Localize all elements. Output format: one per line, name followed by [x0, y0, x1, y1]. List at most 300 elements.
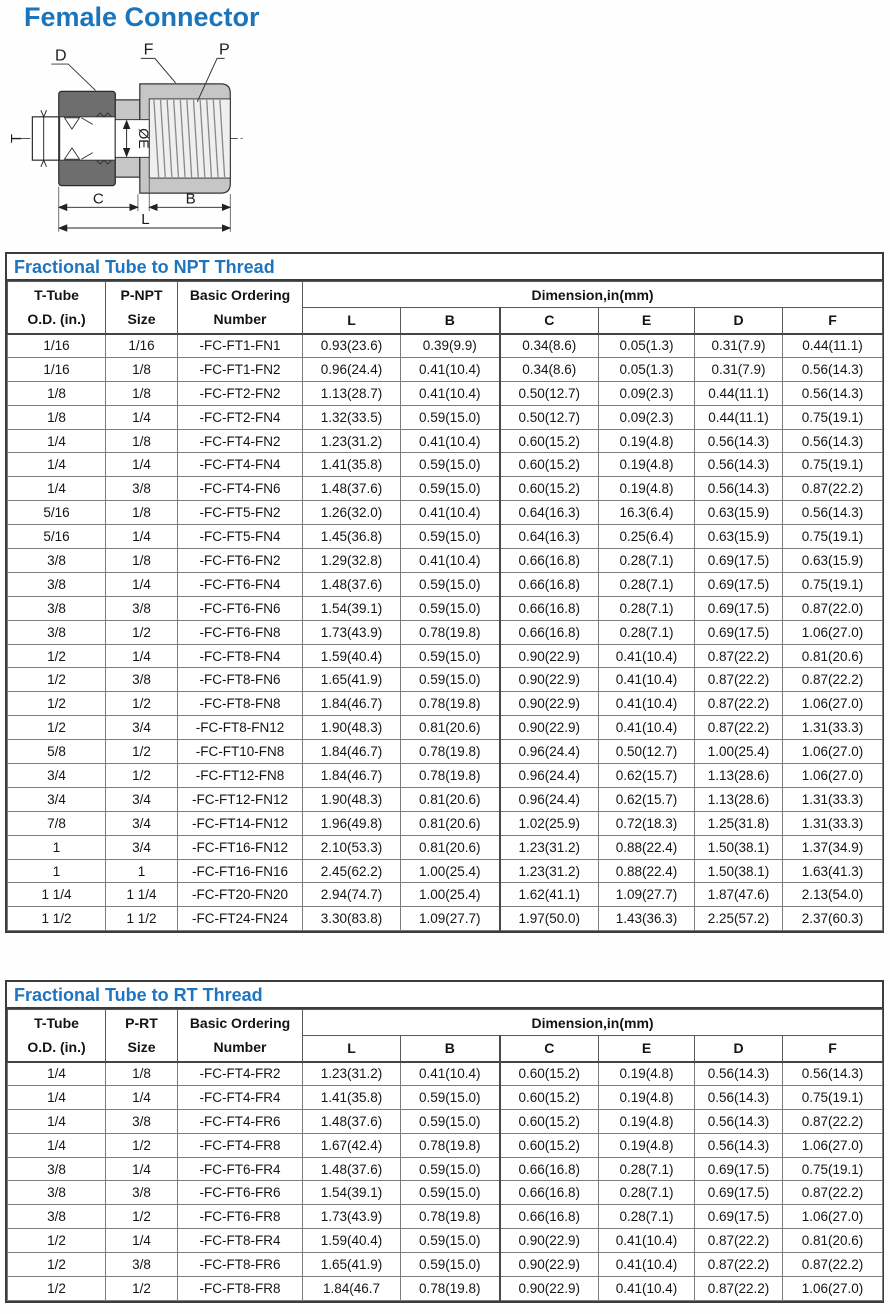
table-cell: 0.41(10.4): [599, 692, 695, 716]
table-cell: -FC-FT5-FN4: [178, 525, 303, 549]
header-dim-l: L: [303, 1036, 401, 1062]
table-cell: 0.62(15.7): [599, 764, 695, 788]
table-cell: 0.93(23.6): [303, 334, 401, 358]
table-cell: 0.44(11.1): [695, 405, 783, 429]
table-cell: 1.00(25.4): [695, 740, 783, 764]
table-cell: -FC-FT6-FN8: [178, 620, 303, 644]
table-cell: 0.25(6.4): [599, 525, 695, 549]
table-cell: 0.78(19.8): [401, 740, 500, 764]
table-cell: 1.00(25.4): [401, 883, 500, 907]
dim-label-t: T: [8, 133, 26, 144]
table-cell: 1: [8, 835, 106, 859]
table-cell: 0.59(15.0): [401, 1253, 500, 1277]
table-cell: 0.75(19.1): [783, 572, 883, 596]
table-cell: 0.09(2.3): [599, 381, 695, 405]
table-cell: 0.56(14.3): [783, 1062, 883, 1086]
table-cell: 1.50(38.1): [695, 835, 783, 859]
table-cell: 0.66(16.8): [500, 1181, 599, 1205]
table-cell: -FC-FT4-FN6: [178, 477, 303, 501]
table-cell: -FC-FT6-FR6: [178, 1181, 303, 1205]
table-row: [8, 644, 883, 668]
table-cell: 0.60(15.2): [500, 1062, 599, 1086]
table-cell: 1/4: [106, 405, 178, 429]
table-cell: 3/8: [8, 1157, 106, 1181]
header-ordering-line1: Basic Ordering: [189, 287, 291, 304]
table-cell: 0.87(22.2): [783, 668, 883, 692]
table-cell: 1/2: [106, 764, 178, 788]
table-row: [8, 620, 883, 644]
table-cell: 0.69(17.5): [695, 1157, 783, 1181]
header-dimension-group: Dimension,in(mm): [303, 1010, 883, 1036]
table-cell: 0.78(19.8): [401, 1277, 500, 1301]
table-cell: 0.60(15.2): [500, 1085, 599, 1109]
table-cell: 0.81(20.6): [401, 835, 500, 859]
table-cell: 1.23(31.2): [303, 1062, 401, 1086]
table-row: [8, 907, 883, 931]
table-cell: 1.65(41.9): [303, 1253, 401, 1277]
table-cell: 0.56(14.3): [695, 1133, 783, 1157]
table-cell: 0.09(2.3): [599, 405, 695, 429]
table-row: [8, 1229, 883, 1253]
table-cell: 3/8: [8, 620, 106, 644]
table-cell: 0.87(22.2): [695, 668, 783, 692]
table-cell: 0.87(22.0): [783, 596, 883, 620]
table-cell: 1/4: [8, 1109, 106, 1133]
table-cell: 0.56(14.3): [783, 501, 883, 525]
table-cell: 1.41(35.8): [303, 453, 401, 477]
table-cell: 0.19(4.8): [599, 1109, 695, 1133]
table-cell: 3/8: [106, 1253, 178, 1277]
table-cell: 1.09(27.7): [401, 907, 500, 931]
table-cell: 1.06(27.0): [783, 1205, 883, 1229]
table-cell: 0.69(17.5): [695, 596, 783, 620]
table-cell: 0.34(8.6): [500, 334, 599, 358]
table-cell: 0.96(24.4): [500, 787, 599, 811]
dim-label-d: D: [55, 47, 67, 65]
table-cell: 0.50(12.7): [500, 381, 599, 405]
table-cell: 0.41(10.4): [401, 549, 500, 573]
table-cell: 0.81(20.6): [401, 716, 500, 740]
table-cell: 1.59(40.4): [303, 644, 401, 668]
table-cell: 0.78(19.8): [401, 692, 500, 716]
table-cell: 5/16: [8, 501, 106, 525]
table-cell: 1/2: [106, 1277, 178, 1301]
table-cell: 0.41(10.4): [401, 1062, 500, 1086]
table-cell: -FC-FT8-FR6: [178, 1253, 303, 1277]
table-cell: 3/8: [106, 477, 178, 501]
table-cell: -FC-FT12-FN12: [178, 787, 303, 811]
table-cell: 1.00(25.4): [401, 859, 500, 883]
table-cell: -FC-FT6-FN2: [178, 549, 303, 573]
table-row: [8, 835, 883, 859]
table-cell: 0.41(10.4): [401, 381, 500, 405]
table-cell: 1.41(35.8): [303, 1085, 401, 1109]
table-cell: 0.56(14.3): [783, 429, 883, 453]
table-cell: 0.90(22.9): [500, 1253, 599, 1277]
table-cell: 0.56(14.3): [695, 429, 783, 453]
page-title: Female Connector: [24, 2, 260, 32]
table-cell: 1.90(48.3): [303, 787, 401, 811]
table-cell: 0.44(11.1): [783, 334, 883, 358]
table-cell: 1.48(37.6): [303, 477, 401, 501]
table-row: [8, 405, 883, 429]
table-cell: 0.64(16.3): [500, 501, 599, 525]
table-cell: 1.43(36.3): [599, 907, 695, 931]
table-cell: -FC-FT5-FN2: [178, 501, 303, 525]
table-cell: 0.64(16.3): [500, 525, 599, 549]
table-cell: 0.87(22.2): [695, 1253, 783, 1277]
table-cell: 0.75(19.1): [783, 405, 883, 429]
npt-table-body: [8, 334, 883, 931]
table-cell: 2.13(54.0): [783, 883, 883, 907]
table-cell: -FC-FT10-FN8: [178, 740, 303, 764]
header-dim-e: E: [599, 1036, 695, 1062]
header-dim-f: F: [783, 308, 883, 334]
table-row: [8, 596, 883, 620]
table-cell: 3.30(83.8): [303, 907, 401, 931]
table-cell: 1/2: [8, 1253, 106, 1277]
table-row: [8, 525, 883, 549]
table-cell: 0.87(22.2): [695, 1277, 783, 1301]
table-cell: 0.05(1.3): [599, 357, 695, 381]
table-cell: -FC-FT6-FR8: [178, 1205, 303, 1229]
header-dim-f: F: [783, 1036, 883, 1062]
table-cell: 1.48(37.6): [303, 1157, 401, 1181]
table-cell: 1.06(27.0): [783, 764, 883, 788]
table-row: [8, 716, 883, 740]
table-cell: 0.59(15.0): [401, 1109, 500, 1133]
d-leader: [51, 64, 95, 90]
table-cell: -FC-FT8-FN4: [178, 644, 303, 668]
table-cell: 1 1/4: [106, 883, 178, 907]
table-cell: 0.66(16.8): [500, 596, 599, 620]
table-row: [8, 1133, 883, 1157]
table-cell: -FC-FT4-FN4: [178, 453, 303, 477]
table-cell: -FC-FT1-FN2: [178, 357, 303, 381]
table-cell: 3/4: [8, 787, 106, 811]
table-cell: 0.50(12.7): [500, 405, 599, 429]
table-cell: 1/2: [106, 1133, 178, 1157]
table-cell: 2.10(53.3): [303, 835, 401, 859]
table-cell: 0.78(19.8): [401, 764, 500, 788]
table-cell: 0.59(15.0): [401, 525, 500, 549]
table-cell: 1.73(43.9): [303, 1205, 401, 1229]
table-row: [8, 787, 883, 811]
table-cell: 1.45(36.8): [303, 525, 401, 549]
table-cell: 1.67(42.4): [303, 1133, 401, 1157]
table-row: [8, 477, 883, 501]
table-row: [8, 357, 883, 381]
table-cell: 1/4: [106, 453, 178, 477]
table-cell: 3/4: [8, 764, 106, 788]
table-cell: 0.75(19.1): [783, 525, 883, 549]
header-ordering-number: [178, 1010, 303, 1062]
table-cell: 1/8: [106, 381, 178, 405]
table-cell: 3/8: [8, 596, 106, 620]
table-row: [8, 453, 883, 477]
table-cell: 1/4: [8, 453, 106, 477]
table-cell: 1.48(37.6): [303, 1109, 401, 1133]
table-cell: 0.69(17.5): [695, 549, 783, 573]
table-cell: 1/16: [106, 334, 178, 358]
table-row: [8, 1253, 883, 1277]
table-cell: 1.54(39.1): [303, 1181, 401, 1205]
table-row: [8, 740, 883, 764]
table-cell: 0.62(15.7): [599, 787, 695, 811]
table-cell: 0.56(14.3): [695, 1062, 783, 1086]
header-t-tube: [8, 282, 106, 334]
table-cell: -FC-FT16-FN12: [178, 835, 303, 859]
header-t-tube: [8, 1010, 106, 1062]
table-cell: 3/8: [8, 1205, 106, 1229]
table-cell: 1/4: [106, 572, 178, 596]
table-cell: 1: [8, 859, 106, 883]
table-cell: 0.90(22.9): [500, 668, 599, 692]
table-cell: 0.88(22.4): [599, 835, 695, 859]
table-cell: 0.60(15.2): [500, 429, 599, 453]
table-cell: -FC-FT2-FN4: [178, 405, 303, 429]
table-cell: 0.28(7.1): [599, 1157, 695, 1181]
table-cell: 3/4: [106, 716, 178, 740]
table-cell: 2.37(60.3): [783, 907, 883, 931]
table-cell: -FC-FT8-FR4: [178, 1229, 303, 1253]
table-cell: 0.56(14.3): [695, 477, 783, 501]
rt-table-section: [5, 980, 884, 1303]
header-dim-c: C: [500, 1036, 599, 1062]
table-cell: 0.19(4.8): [599, 1085, 695, 1109]
table-cell: 1.13(28.6): [695, 787, 783, 811]
table-cell: 0.31(7.9): [695, 334, 783, 358]
table-cell: 0.69(17.5): [695, 572, 783, 596]
header-t-tube-line1: T-Tube: [34, 1015, 79, 1032]
table-cell: -FC-FT8-FN6: [178, 668, 303, 692]
table-row: [8, 1205, 883, 1229]
table-cell: 1/2: [8, 668, 106, 692]
dim-label-l: L: [141, 211, 150, 229]
table-cell: 0.28(7.1): [599, 620, 695, 644]
table-row: [8, 668, 883, 692]
table-cell: 1/4: [106, 1229, 178, 1253]
table-cell: 1.13(28.6): [695, 764, 783, 788]
table-cell: 0.19(4.8): [599, 477, 695, 501]
table-cell: 1.13(28.7): [303, 381, 401, 405]
table-cell: 1.59(40.4): [303, 1229, 401, 1253]
table-cell: 0.87(22.2): [695, 644, 783, 668]
rt-table: [7, 1009, 883, 1301]
table-cell: 3/8: [106, 668, 178, 692]
header-t-tube-line2: O.D. (in.): [27, 1039, 86, 1056]
table-cell: 1/2: [106, 620, 178, 644]
table-cell: 0.75(19.1): [783, 1085, 883, 1109]
table-cell: 0.90(22.9): [500, 644, 599, 668]
table-cell: 5/8: [8, 740, 106, 764]
table-cell: 1.31(33.3): [783, 811, 883, 835]
table-cell: 0.56(14.3): [783, 357, 883, 381]
table-cell: 0.59(15.0): [401, 477, 500, 501]
table-cell: -FC-FT4-FN2: [178, 429, 303, 453]
table-cell: 1.73(43.9): [303, 620, 401, 644]
npt-table: [7, 281, 883, 931]
table-cell: 0.96(24.4): [500, 740, 599, 764]
header-t-tube-line1: T-Tube: [34, 287, 79, 304]
table-cell: 0.59(15.0): [401, 644, 500, 668]
dim-label-c: C: [92, 190, 104, 208]
table-cell: 1.25(31.8): [695, 811, 783, 835]
table-cell: 1/8: [8, 381, 106, 405]
dim-label-p: P: [218, 41, 230, 59]
table-cell: -FC-FT12-FN8: [178, 764, 303, 788]
table-row: [8, 1085, 883, 1109]
table-row: [8, 764, 883, 788]
table-cell: 0.69(17.5): [695, 620, 783, 644]
table-cell: 0.31(7.9): [695, 357, 783, 381]
table-cell: -FC-FT6-FN6: [178, 596, 303, 620]
table-cell: 1.31(33.3): [783, 716, 883, 740]
table-cell: 3/8: [8, 549, 106, 573]
table-cell: -FC-FT4-FR2: [178, 1062, 303, 1086]
table-cell: -FC-FT8-FN12: [178, 716, 303, 740]
table-cell: 0.44(11.1): [695, 381, 783, 405]
table-cell: 0.66(16.8): [500, 620, 599, 644]
table-cell: 1.50(38.1): [695, 859, 783, 883]
table-cell: 0.39(9.9): [401, 334, 500, 358]
table-cell: 0.90(22.9): [500, 692, 599, 716]
table-cell: 0.59(15.0): [401, 572, 500, 596]
table-cell: 1.06(27.0): [783, 692, 883, 716]
table-cell: 1.06(27.0): [783, 740, 883, 764]
table-cell: 1/2: [8, 644, 106, 668]
table-cell: 1/4: [106, 525, 178, 549]
header-dim-b: B: [401, 1036, 500, 1062]
table-cell: 0.96(24.4): [303, 357, 401, 381]
table-cell: 1.29(32.8): [303, 549, 401, 573]
header-p-rt: [106, 1010, 178, 1062]
rt-table-body: [8, 1062, 883, 1301]
table-cell: 1.84(46.7: [303, 1277, 401, 1301]
npt-table-section: [5, 252, 884, 933]
table-cell: 0.56(14.3): [695, 1109, 783, 1133]
table-row: [8, 501, 883, 525]
table-row: [8, 572, 883, 596]
table-cell: 1/16: [8, 357, 106, 381]
table-row: [8, 1277, 883, 1301]
header-dimension-group: Dimension,in(mm): [303, 282, 883, 308]
table-cell: 1/8: [106, 429, 178, 453]
table-cell: 1.87(47.6): [695, 883, 783, 907]
table-cell: 0.59(15.0): [401, 405, 500, 429]
table-cell: 0.50(12.7): [599, 740, 695, 764]
table-cell: 0.41(10.4): [401, 357, 500, 381]
dim-label-e: ØE: [135, 128, 152, 149]
table-row: [8, 1157, 883, 1181]
table-cell: 1.23(31.2): [500, 859, 599, 883]
table-cell: 1.54(39.1): [303, 596, 401, 620]
table-cell: 0.87(22.2): [695, 1229, 783, 1253]
table-cell: 0.59(15.0): [401, 1181, 500, 1205]
table-cell: 0.59(15.0): [401, 1229, 500, 1253]
table-cell: 1/2: [106, 692, 178, 716]
table-cell: 1.26(32.0): [303, 501, 401, 525]
table-cell: 0.81(20.6): [401, 811, 500, 835]
table-cell: 1.09(27.7): [599, 883, 695, 907]
table-cell: 0.41(10.4): [599, 1229, 695, 1253]
header-ordering-number: [178, 282, 303, 334]
table-row: [8, 334, 883, 358]
table-cell: 1/4: [106, 644, 178, 668]
table-cell: 1/8: [106, 549, 178, 573]
table-cell: 3/8: [106, 1109, 178, 1133]
table-cell: 0.75(19.1): [783, 1157, 883, 1181]
table-cell: 0.56(14.3): [695, 453, 783, 477]
table-cell: 1/2: [106, 740, 178, 764]
table-cell: 1.84(46.7): [303, 692, 401, 716]
table-cell: 5/16: [8, 525, 106, 549]
table-cell: 0.05(1.3): [599, 334, 695, 358]
table-cell: 16.3(6.4): [599, 501, 695, 525]
table-cell: 0.87(22.2): [695, 716, 783, 740]
table-cell: 0.19(4.8): [599, 453, 695, 477]
table-cell: 0.19(4.8): [599, 1133, 695, 1157]
table-cell: 1 1/4: [8, 883, 106, 907]
table-row: [8, 381, 883, 405]
table-cell: 0.66(16.8): [500, 1157, 599, 1181]
table-cell: 0.75(19.1): [783, 453, 883, 477]
table-cell: 1/2: [8, 1277, 106, 1301]
table-cell: 0.72(18.3): [599, 811, 695, 835]
table-row: [8, 883, 883, 907]
table-cell: 0.41(10.4): [599, 1253, 695, 1277]
table-cell: 0.56(14.3): [695, 1085, 783, 1109]
table-cell: 0.60(15.2): [500, 477, 599, 501]
header-dim-c: C: [500, 308, 599, 334]
table-row: [8, 1109, 883, 1133]
table-cell: 0.28(7.1): [599, 1205, 695, 1229]
header-dim-e: E: [599, 308, 695, 334]
table-cell: 0.81(20.6): [783, 1229, 883, 1253]
header-ordering-line2: Number: [213, 311, 267, 328]
table-cell: 1.37(34.9): [783, 835, 883, 859]
table-cell: 1.63(41.3): [783, 859, 883, 883]
table-cell: 0.59(15.0): [401, 596, 500, 620]
table-cell: 0.63(15.9): [695, 501, 783, 525]
table-cell: 1.02(25.9): [500, 811, 599, 835]
table-cell: 1/16: [8, 334, 106, 358]
table-row: [8, 692, 883, 716]
table-cell: 0.60(15.2): [500, 453, 599, 477]
table-cell: 1/2: [8, 692, 106, 716]
table-cell: 0.66(16.8): [500, 549, 599, 573]
table-cell: 0.41(10.4): [599, 1277, 695, 1301]
npt-section-title: Fractional Tube to NPT Thread: [7, 254, 882, 281]
table-cell: 0.41(10.4): [401, 429, 500, 453]
table-row: [8, 859, 883, 883]
table-cell: 0.81(20.6): [783, 644, 883, 668]
table-cell: 1/4: [8, 477, 106, 501]
table-row: [8, 429, 883, 453]
table-cell: 0.41(10.4): [599, 716, 695, 740]
table-cell: 1.84(46.7): [303, 740, 401, 764]
table-cell: 0.90(22.9): [500, 716, 599, 740]
header-p-npt-line1: P-NPT: [120, 287, 163, 304]
header-t-tube-line2: O.D. (in.): [27, 311, 86, 328]
table-cell: 1.97(50.0): [500, 907, 599, 931]
table-cell: 0.78(19.8): [401, 620, 500, 644]
table-cell: 1/8: [8, 405, 106, 429]
table-cell: 0.87(22.2): [783, 1253, 883, 1277]
table-cell: 1/4: [8, 1062, 106, 1086]
header-dim-d: D: [695, 1036, 783, 1062]
table-cell: 0.81(20.6): [401, 787, 500, 811]
